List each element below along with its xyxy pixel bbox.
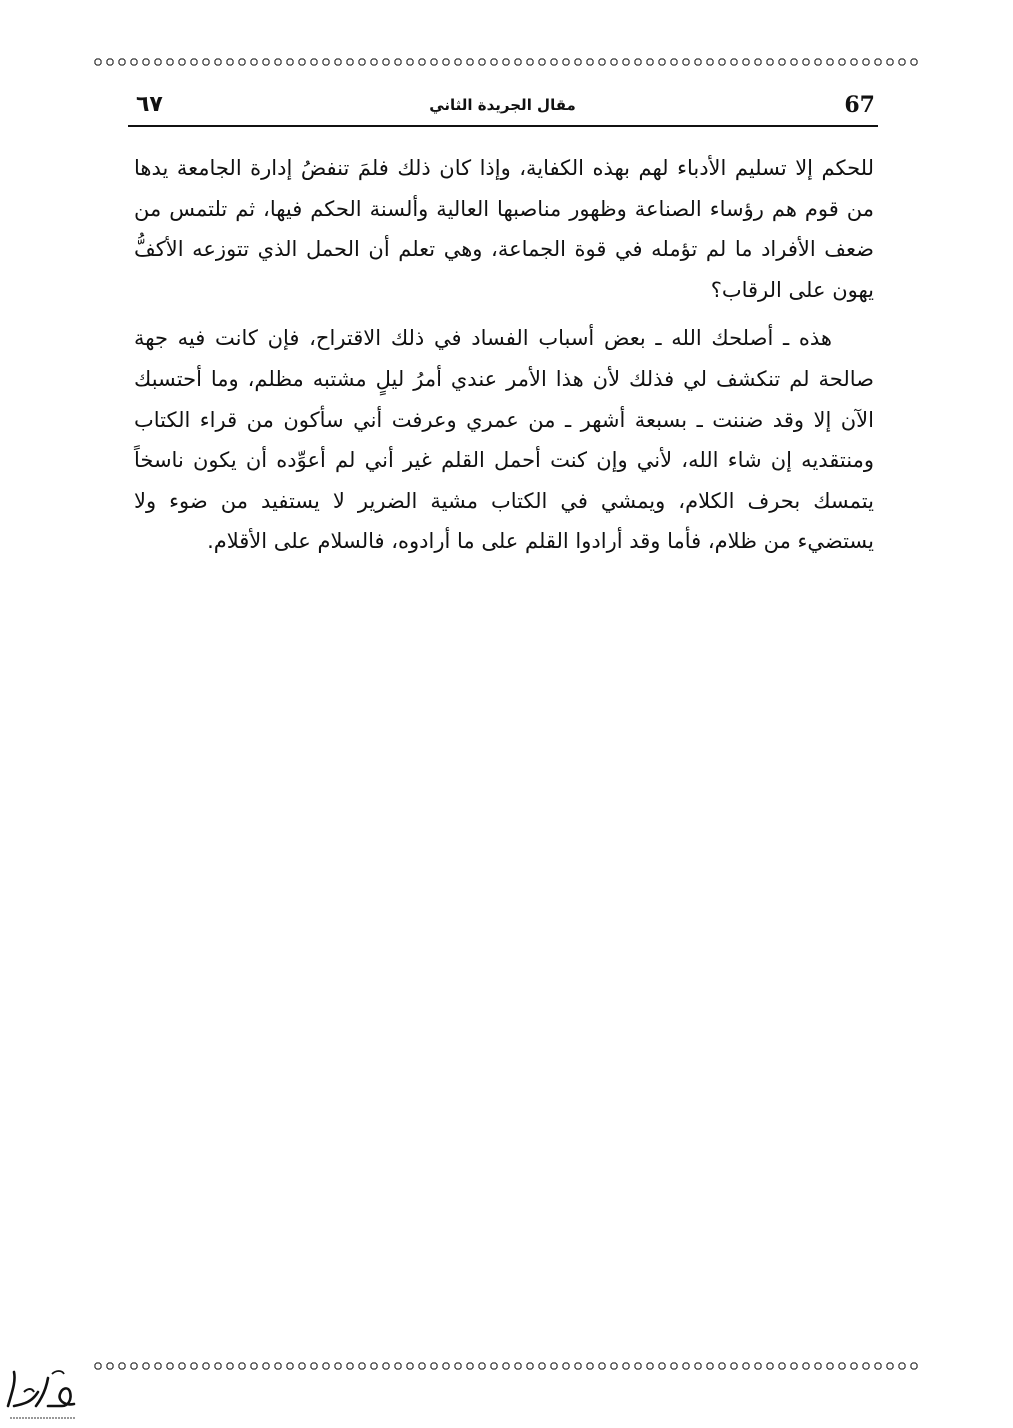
paragraph-2: هذه ـ أصلحك الله ـ بعض أسباب الفساد في ذلك الاقتراح، فإن كانت فيه جهة صالحة لم تنكشف لي فذلك لأن هذا الأمر عندي أمرُ ليلٍ مشتبه مظلم، وما أحتسبك الآن إلا وقد ضننت ـ بسبعة أشهر ـ من عمري وعرفت أني سأكون من قراء الكتاب ومنتقديه إن شاء الله، لأني وإن كنت أحمل القلم غير أني لم أعوِّده أن يكون ناسخاً يتمسك بحرف الكلام، ويمشي في الكتاب مشية الضرير لا يستفيد من ضوء ولا يستضيء من ظلام، فأما وقد أرادوا القلم على ما أرادوه، فالسلام على الأقلام. xyxy=(134,326,874,554)
paragraph-1: للحكم إلا تسليم الأدباء لهم بهذه الكفاية، وإذا كان ذلك فلمَ تنفضُ إدارة الجامعة يدها من قوم هم رؤساء الصناعة وظهور مناصبها العالية وألسنة الحكم فيها، ثم تلتمس من ضعف الأفراد ما لم تؤمله في قوة الجماعة، وهي تعلم أن الحمل الذي تتوزعه الأكفُّ يهون على الرقاب؟ xyxy=(134,156,874,302)
page-number-arabic: ٦٧ xyxy=(136,92,163,117)
running-title: مقال الجريدة الثاني xyxy=(429,96,576,114)
top-ornamental-border xyxy=(92,56,922,68)
running-header xyxy=(130,92,875,124)
page-number-latin: 67 xyxy=(844,92,875,118)
bottom-ornamental-border xyxy=(92,1360,922,1372)
header-rule xyxy=(128,125,878,127)
calligraphy-seal-icon xyxy=(2,1362,82,1424)
body-text xyxy=(134,148,874,562)
